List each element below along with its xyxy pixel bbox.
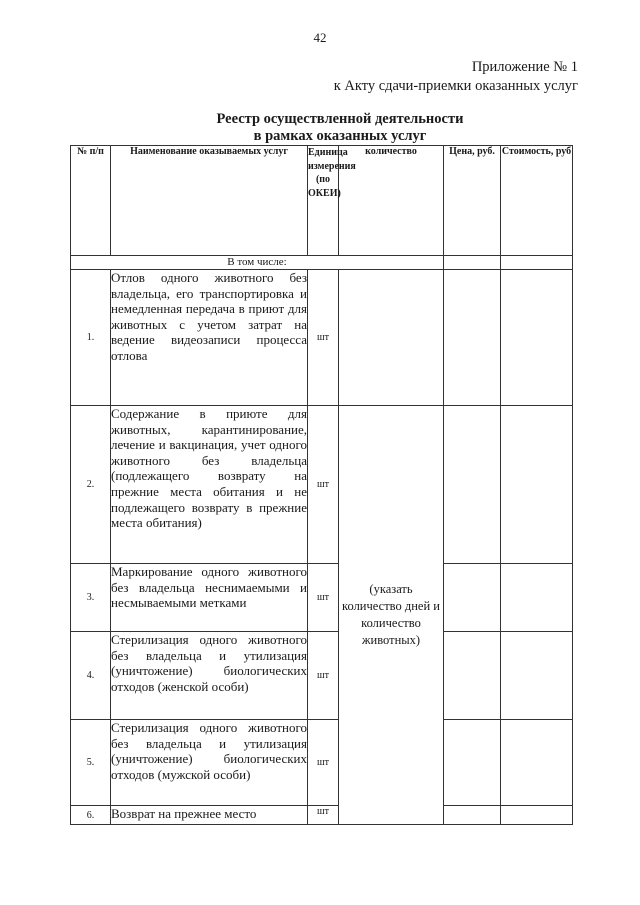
- table-row: [71, 564, 573, 632]
- row-number: 3.: [71, 564, 111, 632]
- row-unit: шт: [308, 406, 339, 564]
- quantity-note: (указать количество дней и количество животных): [339, 406, 444, 825]
- table-row: [71, 720, 573, 806]
- row-quantity-cell: [339, 270, 444, 406]
- row-service-name: Маркирование одного животного без владельца неснимаемыми и несмываемыми метками: [111, 564, 308, 632]
- header-number: № п/п: [71, 146, 111, 256]
- row-cost-cell: [501, 806, 573, 825]
- header-quantity: количество: [339, 146, 444, 256]
- appendix-line-2: к Акту сдачи-приемки оказанных услуг: [333, 78, 578, 94]
- row-cost-cell: [501, 564, 573, 632]
- row-service-name: Содержание в приюте для животных, карантинирование, лечение и вакцинация, учет одного животного без владельца (подлежащего возврату на прежние места обитания и не подлежащего возврату в прежние места обитания): [111, 406, 308, 564]
- row-service-name: Стерилизация одного животного без владельца и утилизация (уничтожение) биологических отходов (мужской особи): [111, 720, 308, 806]
- row-number: 1.: [71, 270, 111, 406]
- header-service-name: Наименование оказываемых услуг: [111, 146, 308, 256]
- row-price-cell: [444, 270, 501, 406]
- header-price: Цена, руб.: [444, 146, 501, 256]
- header-unit: Единица измерения (по ОКЕИ): [308, 146, 339, 256]
- page-number: 42: [313, 30, 327, 45]
- row-unit: шт: [308, 564, 339, 632]
- row-unit: шт: [308, 270, 339, 406]
- row-price-cell: [444, 406, 501, 564]
- table-row: [71, 270, 573, 406]
- row-cost-cell: [501, 632, 573, 720]
- row-price-cell: [444, 720, 501, 806]
- row-service-name: Отлов одного животного без владельца, его транспортировка и немедленная передача в приют для животных с учетом затрат на ведение видеозаписи процесса отлова: [111, 270, 308, 406]
- row-unit: шт: [308, 720, 339, 806]
- row-number: 6.: [71, 806, 111, 825]
- subheader-price-cell: [444, 256, 501, 270]
- row-price-cell: [444, 564, 501, 632]
- row-cost-cell: [501, 406, 573, 564]
- row-number: 5.: [71, 720, 111, 806]
- document-title-line-2: в рамках оказанных услуг: [253, 128, 427, 144]
- appendix-line-1: Приложение № 1: [471, 59, 578, 75]
- table-row: [71, 806, 573, 825]
- row-number: 2.: [71, 406, 111, 564]
- subheader-row: [71, 256, 573, 270]
- row-number: 4.: [71, 632, 111, 720]
- document-title-line-1: Реестр осуществленной деятельности: [216, 111, 464, 127]
- appendix-caption: [334, 58, 578, 96]
- row-unit: шт: [308, 632, 339, 720]
- row-service-name: Стерилизация одного животного без владельца и утилизация (уничтожение) биологических отходов (женской особи): [111, 632, 308, 720]
- row-price-cell: [444, 632, 501, 720]
- registry-table: [70, 145, 573, 825]
- row-cost-cell: [501, 720, 573, 806]
- table-header-row: [71, 146, 573, 256]
- subheader-cost-cell: [501, 256, 573, 270]
- document-title: [0, 111, 640, 145]
- table-row: [71, 406, 573, 564]
- row-cost-cell: [501, 270, 573, 406]
- row-service-name: Возврат на прежнее место: [111, 806, 308, 825]
- table-row: [71, 632, 573, 720]
- header-cost: Стоимость, руб: [501, 146, 573, 256]
- row-unit: шт: [308, 806, 339, 825]
- subheader-label: В том числе:: [71, 256, 444, 270]
- row-price-cell: [444, 806, 501, 825]
